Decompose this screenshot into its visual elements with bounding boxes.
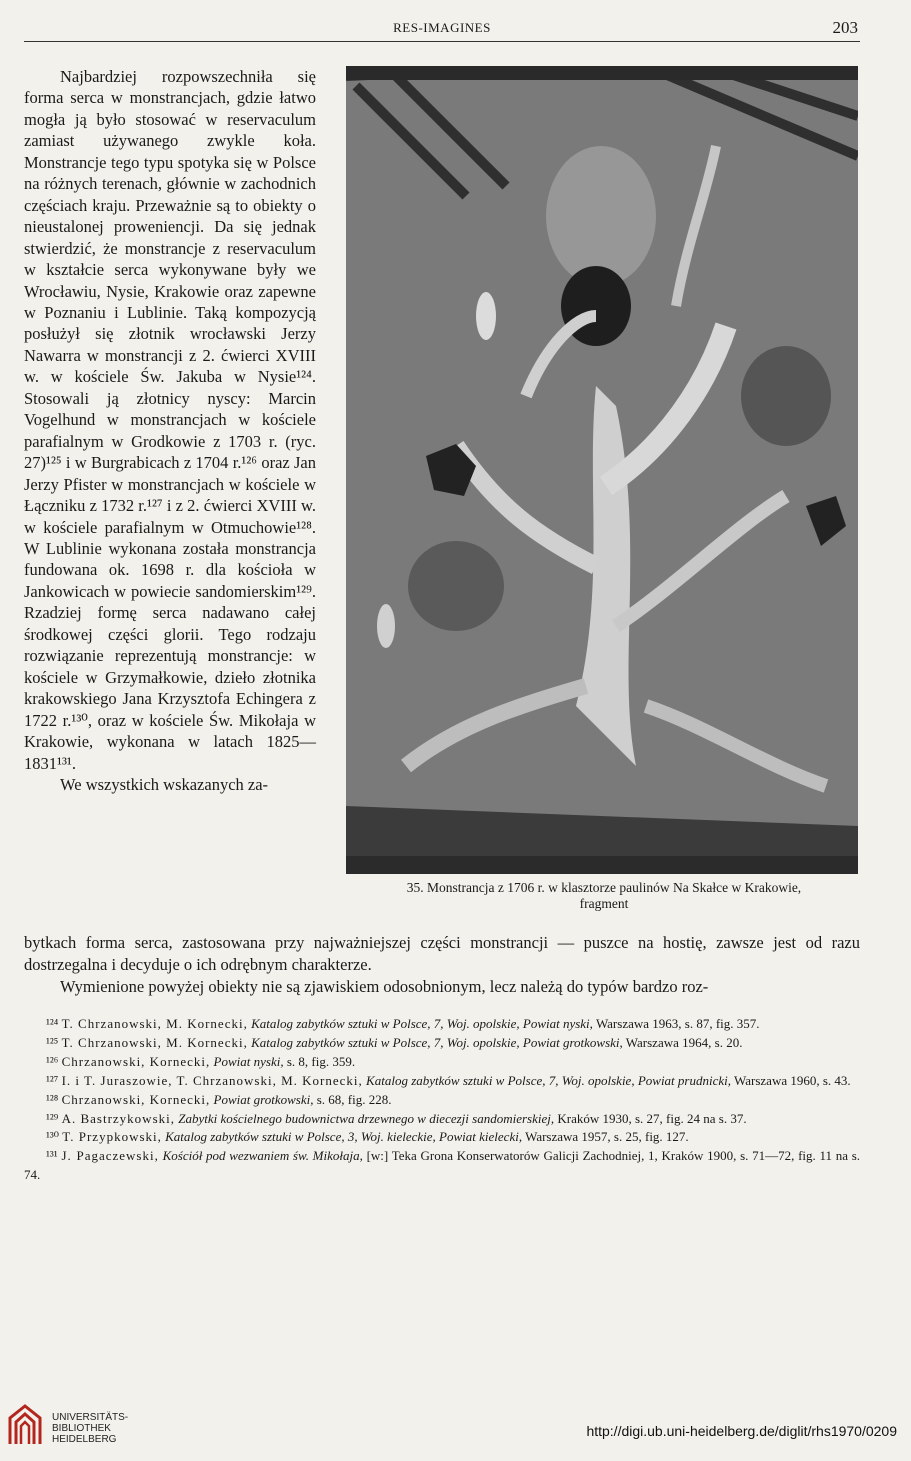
monstrance-photograph	[346, 66, 858, 874]
full-width-paragraph-1	[24, 932, 860, 975]
running-title: RES-IMAGINES	[393, 20, 491, 35]
footnote: ¹³⁰ T. Przypkowski, Katalog zabytków sztuki w Polsce, 3, Woj. kieleckie, Powiat kielecki, Warszawa 1957, s. 25, fig. 127.	[46, 1129, 689, 1145]
caption-line-2: fragment	[579, 896, 629, 911]
full-width-paragraph-2	[24, 976, 860, 998]
paragraph-continuation: bytkach forma serca, zastosowana przy najważniejszej części monstrancji — puszce na hostię, zawsze jest od razu dostrzegalna i decyduje o ich odrębnym charakterze.	[24, 933, 860, 974]
body-paragraph: Najbardziej rozpowszechniła się forma serca w monstrancjach, gdzie łatwo mogła ją było stosować w reservaculum zamiast używanego zwykle koła. Monstrancje tego typu spotyka się w Polsce na różnych terenach, głównie w zachodnich częściach kraju. Przeważnie są to obiekty o nieustalonej proweniencji. Da się jednak stwierdzić, że monstrancje z reservaculum w kształcie serca wykonywane były we Wrocławiu, Nysie, Krakowie oraz zapewne w Poznaniu i Lublinie. Taką kompozycją posłużył się złotnik wrocławski Jerzy Nawarra w monstrancji z 2. ćwierci XVIII w. w kościele Św. Jakuba w Nysie¹²⁴. Stosowali ją złotnicy nyscy: Marcin Vogelhund w monstrancjach w kościele parafialnym w Grodkowie z 1703 r. (ryc. 27)¹²⁵ i w Burgrabicach z 1704 r.¹²⁶ oraz Jan Jerzy Pfister w monstrancjach w kościele w Łączniku z 1732 r.¹²⁷ i z 2. ćwierci XVIII w. w kościele parafialnym w Otmuchowie¹²⁸. W Lublinie wykonana została monstrancja fundowana ok. 1698 r. dla kościoła w Jankowicach w powiecie sandomierskim¹²⁹. Rzadziej formę serca nadawano całej środkowej części glorii. Tego rodzaju rozwiązanie reprezentują monstrancje: w kościele w Grzymałkowie, dzieło złotnika krakowskiego Jana Krzysztofa Echingera z 1722 r.¹³⁰, oraz w kościele Św. Mikołaja w Krakowie, wykonana w latach 1825—1831¹³¹.	[24, 67, 316, 773]
footnote: ¹²⁶ Chrzanowski, Kornecki, Powiat nyski, s. 8, fig. 359.	[46, 1053, 356, 1069]
figure-caption	[346, 880, 862, 912]
footnote: ¹²⁴ T. Chrzanowski, M. Kornecki, Katalog zabytków sztuki w Polsce, 7, Woj. opolskie, Powiat nyski, Warszawa 1963, s. 87, fig. 357.	[46, 1016, 760, 1031]
library-logo[interactable]	[8, 1402, 158, 1452]
caption-line-1: 35. Monstrancja z 1706 r. w klasztorze paulinów Na Skałce w Krakowie,	[406, 880, 802, 895]
left-column-text	[24, 66, 316, 795]
paragraph: Wymienione powyżej obiekty nie są zjawiskiem odosobnionym, lecz należą do typów bardzo roz-	[60, 977, 709, 996]
header-rule	[24, 41, 860, 42]
page-number: 203	[832, 18, 858, 37]
footnote: ¹²⁵ T. Chrzanowski, M. Kornecki, Katalog zabytków sztuki w Polsce, 7, Woj. opolskie, Powiat grotkowski, Warszawa 1964, s. 20.	[46, 1034, 743, 1050]
logo-text-line-3: HEIDELBERG	[52, 1434, 117, 1445]
body-paragraph-continuation: We wszystkich wskazanych za-	[60, 774, 269, 794]
logo-text-line-1: UNIVERSITÄTS-	[52, 1412, 129, 1423]
running-header	[24, 18, 860, 42]
footnote: ¹²⁷ I. i T. Juraszowie, T. Chrzanowski, M. Kornecki, Katalog zabytków sztuki w Polsce, 7, Woj. opolskie, Powiat prudnicki, Warszawa 1960, s. 43.	[46, 1072, 851, 1088]
source-url-link[interactable]: http://digi.ub.uni-heidelberg.de/diglit/rhs1970/0209	[586, 1423, 897, 1439]
footnotes	[24, 1015, 860, 1185]
footnote: ¹²⁹ A. Bastrzykowski, Zabytki kościelnego budownictwa drzewnego w diecezji sandomierskiej, Kraków 1930, s. 27, fig. 24 na s. 37.	[46, 1110, 747, 1126]
monstrance-detail-image	[346, 66, 858, 874]
footnote: ¹²⁸ Chrzanowski, Kornecki, Powiat grotkowski, s. 68, fig. 228.	[46, 1091, 392, 1107]
footnote: ¹³¹ J. Pagaczewski, Kościół pod wezwaniem św. Mikołaja, [w:] Teka Grona Konserwatorów Galicji Zachodniej, 1, Kraków 1900, s. 71—72, fig. 11 na s. 74.	[24, 1148, 861, 1183]
library-emblem-icon	[8, 1404, 42, 1446]
logo-text-line-2: BIBLIOTHEK	[52, 1423, 111, 1434]
